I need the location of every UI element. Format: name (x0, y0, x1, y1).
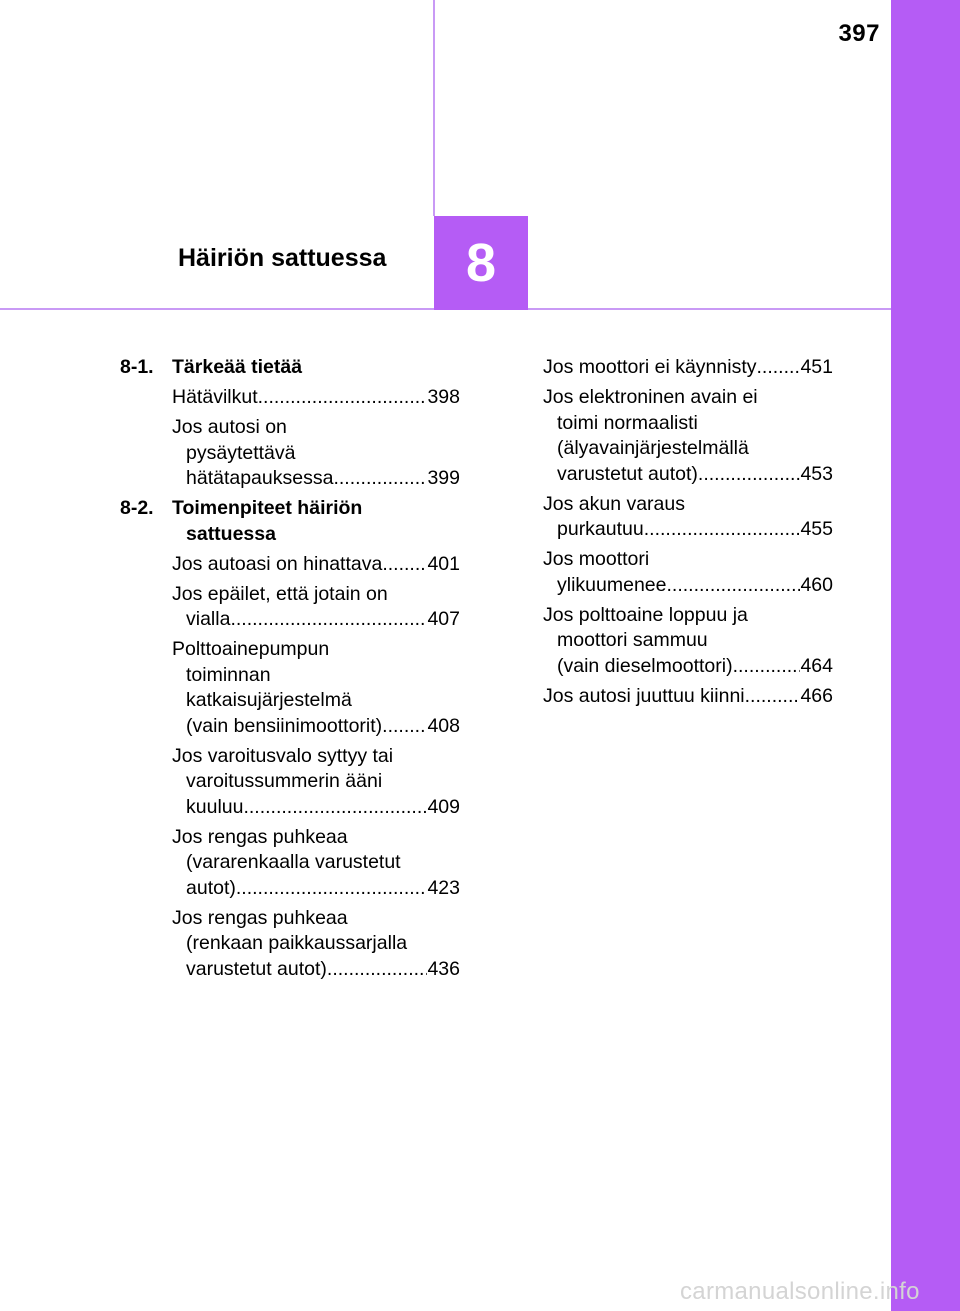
chapter-number-box (434, 216, 528, 310)
section-title-line: Tärkeää tietää (172, 356, 303, 378)
chapter-side-tab (891, 0, 960, 1311)
toc-entry[interactable] (543, 492, 833, 543)
toc-page-number: 398 (427, 386, 460, 408)
toc-entry[interactable] (172, 906, 460, 983)
toc-page-number: 466 (800, 684, 833, 707)
toc-entry-text: (renkaan paikkaussarjalla (186, 932, 408, 954)
toc-entry-text: Jos autoasi on hinattava (172, 552, 383, 575)
toc-entry-text: Polttoainepumpun (172, 638, 330, 660)
toc-page-number: 453 (800, 462, 833, 485)
toc-entry[interactable] (172, 552, 460, 578)
toc-entry-text: Hätävilkut (172, 386, 258, 408)
toc-entry-text: Jos varoitusvalo syttyy tai (172, 744, 394, 767)
toc-entry-text: Jos rengas puhkeaa (172, 825, 348, 848)
toc-entry-text: purkautuu (557, 518, 644, 540)
section-title-line: sattuessa (186, 522, 276, 545)
toc-entry-text: toiminnan (186, 663, 271, 686)
toc-entry-text: varustetut autot) (186, 957, 327, 980)
toc-page-number: 423 (427, 876, 460, 899)
toc-entry-text: (vararenkaalla varustetut (186, 851, 401, 873)
toc-entry[interactable] (172, 415, 460, 492)
section-title-line: Toimenpiteet häiriön (172, 497, 363, 519)
section-entries (120, 385, 460, 492)
toc-entry-text: vialla (186, 608, 231, 630)
dot-leader (236, 876, 428, 902)
dot-leader (666, 573, 800, 599)
toc-entry-text: varustetut autot) (557, 462, 698, 485)
toc-entry-text: pysäytettävä (186, 441, 296, 464)
toc-entry-text: (vain dieselmoottori) (557, 654, 733, 677)
toc-column-left (120, 355, 460, 982)
toc-page-number: 408 (427, 714, 460, 737)
toc-entry[interactable] (172, 582, 460, 633)
toc-entry-text: Jos akun varaus (543, 492, 685, 515)
page-number: 397 (838, 20, 880, 47)
toc-entry-text: (älyavainjärjestelmällä (557, 437, 749, 459)
toc-page-number: 401 (427, 552, 460, 575)
toc-entry[interactable] (172, 744, 460, 821)
toc-entry-text: Jos autosi juuttuu kiinni (543, 684, 745, 707)
toc-entry[interactable] (543, 547, 833, 598)
dot-leader (644, 517, 801, 543)
section-heading[interactable] (120, 355, 460, 381)
dot-leader (757, 355, 801, 381)
toc-page-number: 399 (427, 467, 460, 489)
chapter-number: 8 (465, 233, 497, 293)
toc-page-number: 451 (800, 356, 833, 378)
section-heading[interactable] (120, 496, 460, 547)
toc-entry[interactable] (543, 684, 833, 710)
toc-entry-text: moottori sammuu (557, 629, 708, 651)
section-number: 8-1. (120, 356, 154, 378)
toc-entry[interactable] (172, 385, 460, 411)
dot-leader (382, 552, 427, 578)
dot-leader (733, 654, 801, 680)
toc-entry-text: Jos elektroninen avain ei (543, 386, 758, 408)
header-vertical-rule (433, 0, 435, 216)
toc-entry-text: Jos epäilet, että jotain on (172, 582, 388, 605)
toc-entry-text: varoitussummerin ääni (186, 770, 383, 792)
toc-page-number: 455 (800, 518, 833, 540)
dot-leader (333, 466, 427, 492)
toc-entry-text: hätätapauksessa (186, 467, 334, 489)
toc-entry[interactable] (543, 603, 833, 680)
dot-leader (327, 957, 428, 983)
toc-entry-text: Jos rengas puhkeaa (172, 906, 348, 929)
toc-entry-text: kuuluu (186, 795, 244, 818)
toc-entry[interactable] (543, 385, 833, 487)
toc-entry-text: katkaisujärjestelmä (186, 689, 352, 711)
toc-entry-text: (vain bensiinimoottorit) (186, 714, 383, 737)
toc-page-number: 409 (427, 795, 460, 818)
toc-entry-text: toimi normaalisti (557, 411, 698, 434)
toc-entry-text: autot) (186, 876, 236, 899)
toc-page-number: 436 (427, 957, 460, 980)
toc-page-number: 407 (427, 608, 460, 630)
toc-entry-text: Jos autosi on (172, 416, 287, 438)
toc-page-number: 464 (800, 654, 833, 677)
section-number: 8-2. (120, 497, 154, 519)
toc-page-number: 460 (800, 573, 833, 596)
dot-leader (698, 462, 801, 488)
toc-entry[interactable] (543, 355, 833, 381)
toc-entry-text: Jos moottori ei käynnisty (543, 356, 757, 378)
dot-leader (382, 714, 427, 740)
dot-leader (745, 684, 801, 710)
toc-entry[interactable] (172, 825, 460, 902)
toc-column-right (543, 355, 833, 709)
dot-leader (258, 385, 428, 411)
toc-entry-text: ylikuumenee (557, 573, 667, 596)
watermark: carmanualsonline.info (680, 1278, 920, 1305)
chapter-title: Häiriön sattuessa (178, 244, 387, 272)
toc-entry[interactable] (172, 637, 460, 739)
toc-entry-text: Jos polttoaine loppuu ja (543, 603, 748, 626)
dot-leader (230, 607, 427, 633)
dot-leader (243, 795, 427, 821)
toc-entry-text: Jos moottori (543, 548, 650, 570)
section-entries (120, 552, 460, 983)
